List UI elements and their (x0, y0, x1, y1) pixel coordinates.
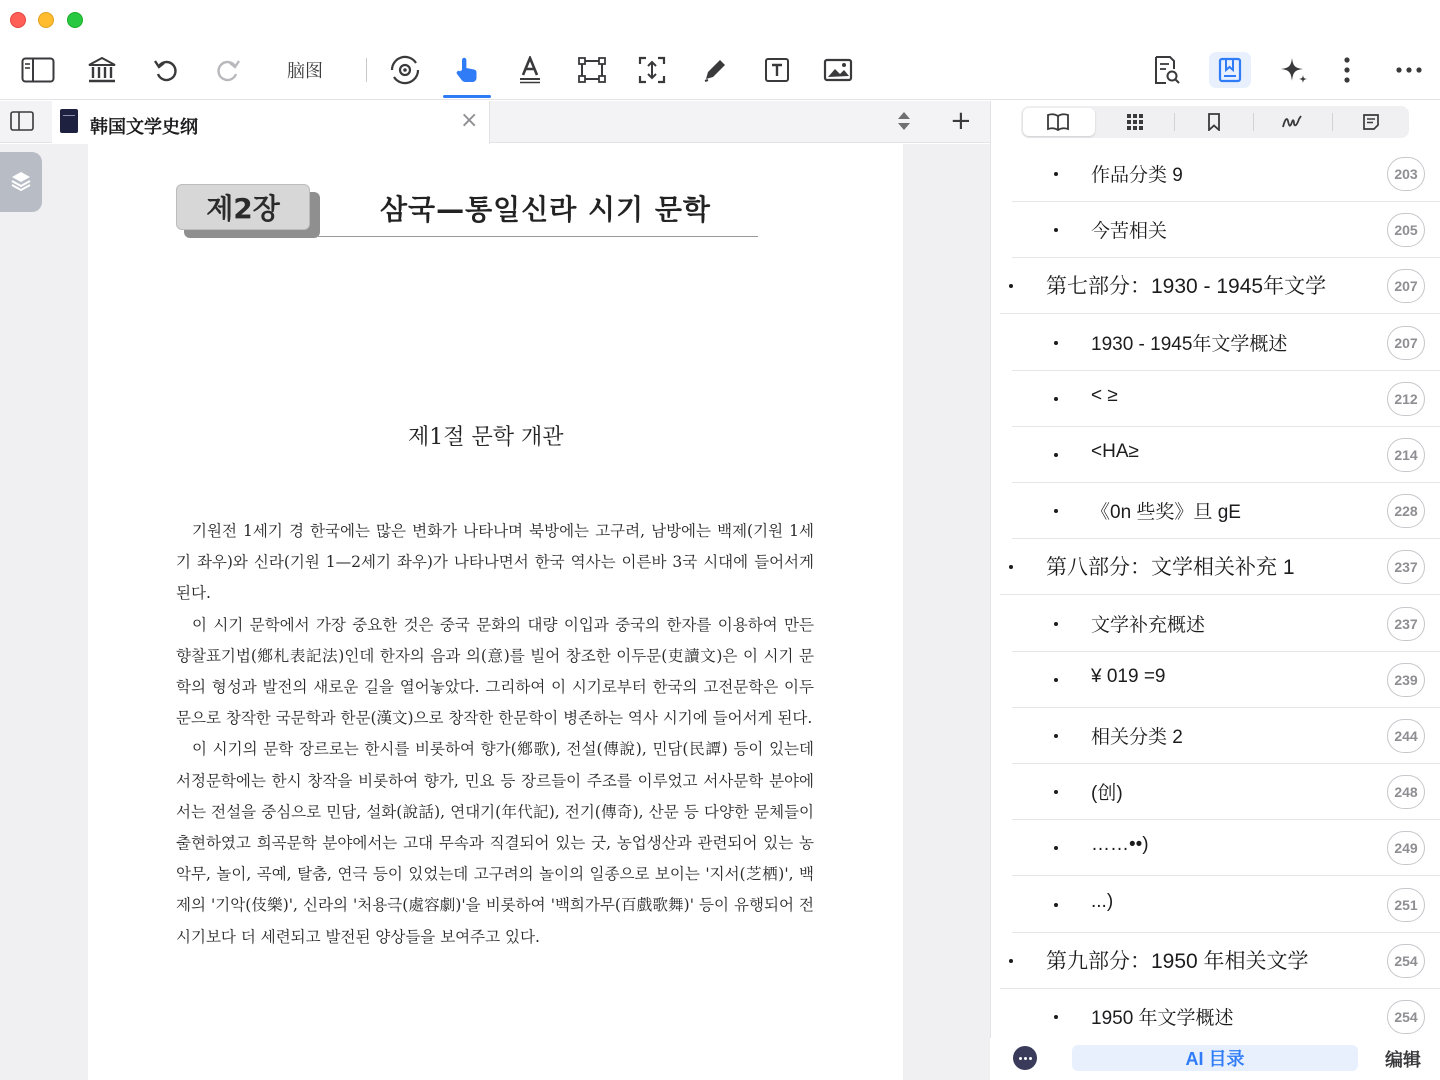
toc-bullet (1009, 565, 1013, 569)
toc-page-number: 237 (1387, 607, 1425, 641)
notes-icon[interactable] (1359, 112, 1383, 132)
toc-bullet (1009, 284, 1013, 288)
chapter-badge: 제2장 (176, 184, 310, 230)
toc-item-label: 《0n 些奖》旦 gE (1091, 502, 1241, 524)
toc-item[interactable] (1012, 483, 1440, 539)
toc-bullet (1054, 172, 1058, 176)
toc-item[interactable] (1012, 764, 1440, 820)
active-tool-indicator (443, 95, 491, 98)
toc-page-number: 254 (1387, 944, 1425, 978)
segment-divider (1332, 113, 1333, 131)
toc-bullet (1054, 341, 1058, 345)
thumbnail-grid-icon[interactable] (1123, 112, 1147, 132)
toc-bullet (1054, 790, 1058, 794)
toc-item-label: <HA≥ (1091, 441, 1139, 462)
toc-item-label: 第八部分：文学相关补充 1 (1046, 556, 1295, 580)
toc-page-number: 251 (1387, 888, 1425, 922)
toc-item-label: 相关分类 2 (1091, 727, 1183, 748)
toc-item-label: (创) (1091, 783, 1123, 805)
chapter-rule (318, 236, 758, 237)
toc-item-label: ¥ 019 =9 (1091, 665, 1166, 687)
section-title: 제1절 문학 개관 (408, 425, 564, 450)
tab-sort-icon[interactable] (896, 110, 912, 136)
toc-page-number: 207 (1387, 269, 1425, 303)
ai-toc-button[interactable]: AI 目录 (1072, 1045, 1358, 1071)
left-margin (0, 144, 88, 1080)
image-insert-icon[interactable] (820, 50, 856, 90)
toc-item-label: 文学补充概述 (1091, 614, 1206, 636)
toc-item[interactable] (1012, 315, 1440, 371)
toc-item-label: < ≥ (1091, 384, 1118, 406)
region-capture-icon[interactable] (634, 50, 670, 90)
minimize-window-button[interactable] (38, 12, 54, 28)
hand-pointer-icon[interactable] (448, 50, 486, 90)
pencil-icon[interactable] (698, 50, 732, 90)
toc-item[interactable] (1000, 539, 1440, 595)
rectangle-select-icon[interactable] (574, 50, 610, 90)
toolbar-separator (366, 58, 367, 82)
mindmap-button[interactable]: 脑图 (287, 61, 323, 81)
toc-page-number: 207 (1387, 326, 1425, 360)
toc-item[interactable] (1012, 989, 1440, 1045)
tab-close-button[interactable]: × (460, 108, 479, 133)
toc-item[interactable] (1012, 427, 1440, 483)
toc-bullet (1054, 678, 1058, 682)
toc-page-number: 237 (1387, 550, 1425, 584)
toc-item[interactable] (1012, 877, 1440, 933)
auto-scroll-icon[interactable] (386, 50, 424, 90)
toc-item-label: 今苦相关 (1091, 221, 1168, 243)
page-gutter (903, 144, 990, 1080)
toc-bullet (1054, 734, 1058, 738)
chapter-title: 삼국—통일신라 시기 문학 (380, 193, 711, 226)
toc-page-number: 205 (1387, 213, 1425, 247)
toc-item[interactable] (1012, 371, 1440, 427)
toc-item-label: 第九部分：1950 年相关文学 (1046, 949, 1309, 973)
page-body (176, 516, 814, 953)
toc-bullet (1054, 846, 1058, 850)
vertical-more-icon[interactable] (1334, 50, 1360, 90)
toc-item[interactable] (1012, 146, 1440, 202)
edit-toc-button[interactable]: 编辑 (1385, 1050, 1421, 1070)
book-cover-icon (60, 109, 78, 133)
close-window-button[interactable] (10, 12, 26, 28)
library-icon[interactable] (84, 50, 120, 90)
toc-bullet (1054, 509, 1058, 513)
toc-item[interactable] (1012, 596, 1440, 652)
paragraph-3: 이 시기의 문학 장르로는 한시를 비롯하여 향가(鄕歌), 전설(傳說), 민담(民譚) 등이 있는데 서정문학에는 한시 창작을 비롯하여 향가, 민요 등 장르들이 주조를 이루었고 서사문학 분야에서는 전설을 중심으로 민담, 설화(說話), 연대기(年代記), 전기(傳奇), 산문 등 다양한 문체들이 출현하였고 희곡문학 분야에서는 고대 무속과 직결되어 있는 굿, 농업생산과 관련되어 있는 농악무, 놀이, 곡예, 탈춤, 연극 등이 있었는데 고구려의 놀이의 일종으로 보이는 '지서(芝栖)', 백제의 '기악(伎樂)', 신라의 '처용극(處容劇)'을 비롯하여 '백희가무(百戲歌舞)' 등이 유행되어 전 시기보다 더 세련되고 발전된 양상들을 보여주고 있다. (176, 740, 814, 946)
toc-item[interactable] (1000, 933, 1440, 989)
segment-divider (1253, 113, 1254, 131)
bookmark-panel-icon[interactable] (1212, 50, 1248, 90)
undo-icon[interactable] (150, 50, 182, 90)
new-tab-button[interactable]: + (950, 106, 972, 136)
toc-bullet (1054, 397, 1058, 401)
toc-bullet (1054, 228, 1058, 232)
toc-item-label: ...) (1091, 890, 1114, 912)
toc-page-number: 239 (1387, 663, 1425, 697)
text-box-icon[interactable] (760, 50, 794, 90)
toc-item-label: 1950 年文学概述 (1091, 1008, 1234, 1029)
toc-item[interactable] (1012, 652, 1440, 708)
toc-page-number: 214 (1387, 438, 1425, 472)
more-options-icon[interactable] (1013, 1046, 1037, 1070)
toc-bullet (1054, 1015, 1058, 1019)
paragraph-1: 기원전 1세기 경 한국에는 많은 변화가 나타나며 북방에는 고구려, 남방에는 백제(기원 1세기 좌우)와 신라(기원 1—2세기 좌우)가 나타나면서 한국 역사는 이른바 3국 시대에 들어서게 된다. (176, 522, 814, 603)
toc-item-label: ……••) (1091, 834, 1149, 856)
handwriting-icon[interactable] (1280, 112, 1304, 132)
sidebar-toggle-icon[interactable] (18, 50, 58, 90)
toc-item-label: 作品分类 9 (1091, 165, 1183, 186)
toc-item[interactable] (1000, 258, 1440, 314)
toc-page-number: 212 (1387, 382, 1425, 416)
toc-page-number: 249 (1387, 831, 1425, 865)
toc-bullet (1054, 453, 1058, 457)
split-view-icon[interactable] (10, 111, 34, 135)
text-highlight-icon[interactable] (512, 50, 548, 90)
toc-page-number: 228 (1387, 494, 1425, 528)
tab-title: 韩国文学史纲 (90, 117, 198, 137)
toc-page-number: 244 (1387, 719, 1425, 753)
toc-item-label: 第七部分：1930 - 1945年文学 (1046, 275, 1327, 299)
bookmark-icon[interactable] (1202, 112, 1226, 132)
paragraph-2: 이 시기 문학에서 가장 중요한 것은 중국 문화의 대량 이입과 중국의 한자를 이용하여 만든 향찰표기법(鄕札表記法)인데 한자의 음과 의(意)를 빌어 창조한 이두문(吏讀文)은 이 시기 문학의 형성과 발전의 새로운 길을 열어놓았다. 그리하여 이 시기로부터 한국의 고전문학은 이두문으로 창작한 국문학과 한문(漢文)으로 창작한 한문학이 병존하는 역사 시기에 들어서게 된다. (176, 615, 814, 728)
document-search-icon[interactable] (1148, 50, 1184, 90)
layers-icon (10, 170, 32, 194)
toc-page-number: 248 (1387, 775, 1425, 809)
redo-icon[interactable] (212, 50, 244, 90)
segment-divider (1174, 113, 1175, 131)
toc-item[interactable] (1012, 202, 1440, 258)
toc-page-number: 203 (1387, 157, 1425, 191)
outline-book-icon[interactable] (1046, 112, 1070, 132)
toc-item[interactable] (1012, 708, 1440, 764)
zoom-window-button[interactable] (67, 12, 83, 28)
toc-bullet (1009, 959, 1013, 963)
horizontal-more-icon[interactable] (1392, 50, 1426, 90)
ai-sparkle-icon[interactable] (1276, 50, 1312, 90)
toc-bullet (1054, 903, 1058, 907)
toc-page-number: 254 (1387, 1000, 1425, 1034)
toc-item[interactable] (1012, 820, 1440, 876)
layers-button[interactable] (0, 152, 42, 212)
toc-item-label: 1930 - 1945年文学概述 (1091, 333, 1288, 355)
toc-bullet (1054, 622, 1058, 626)
